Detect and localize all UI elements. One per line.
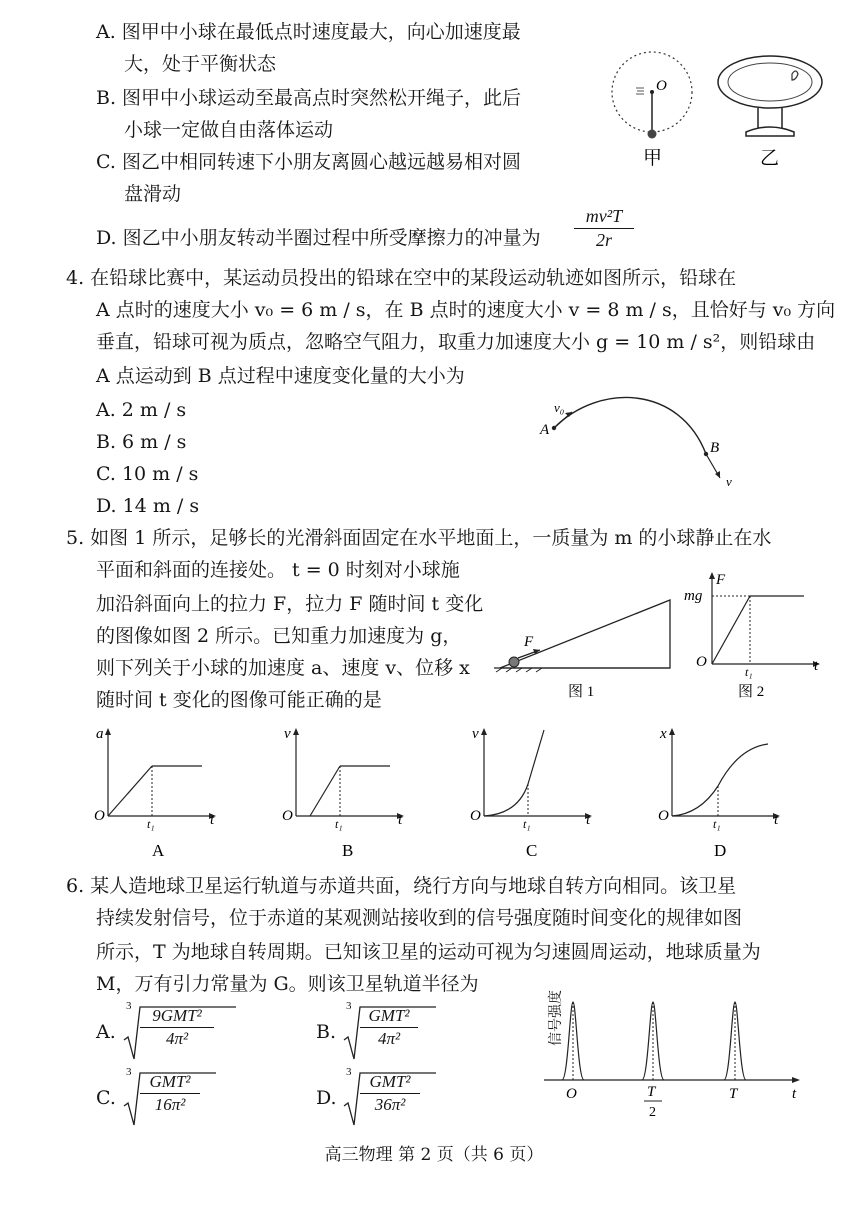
signal-strength-figure — [534, 990, 820, 1128]
t1-label: t₁ — [713, 817, 721, 831]
origin-label: O — [94, 808, 105, 824]
radical-index: 3 — [126, 1066, 132, 1078]
ball — [509, 657, 519, 667]
label-yi: 乙 — [760, 148, 780, 169]
force-ramp — [712, 596, 750, 664]
t1-label: t₁ — [335, 817, 343, 831]
graph-label: D — [714, 841, 727, 860]
q3-option-c: C. 图乙中相同转速下小朋友离圆心越远越易相对圆 — [96, 151, 521, 173]
graph-curve — [672, 744, 768, 816]
child-figure — [792, 71, 798, 80]
label-t-axis: t — [814, 658, 819, 674]
turntable-stand — [746, 108, 794, 136]
q4-stem-line3: 垂直，铅球可视为质点，忽略空气阻力，取重力加速度大小 g = 10 m / s²，则铅球由 — [96, 331, 816, 353]
graph-curve — [484, 730, 544, 816]
q6-stem-line4: M，万有引力常量为 G。则该卫星轨道半径为 — [96, 973, 479, 995]
figure-yi — [712, 52, 832, 172]
graph-label: A — [152, 841, 165, 860]
ball — [648, 130, 657, 139]
q6-stem-line3: 所示，T 为地球自转周期。已知该卫星的运动可视为匀速圆周运动，地球质量为 — [96, 941, 761, 963]
label-origin: O — [566, 1086, 577, 1102]
option-letter: B. — [316, 1021, 337, 1043]
q6-option-b — [316, 1002, 466, 1066]
q6-option-a — [96, 1002, 246, 1066]
denominator: 16π² — [154, 1095, 186, 1114]
label-mg: mg — [684, 588, 703, 604]
graph-label: C — [526, 841, 538, 860]
label-jia: 甲 — [643, 148, 663, 169]
graph-option-a — [92, 724, 232, 864]
figure-1-incline — [494, 592, 684, 704]
label-half-t-num: T — [647, 1084, 656, 1100]
y-axis-label: v — [472, 726, 479, 742]
arrowhead — [709, 572, 715, 579]
fraction-bar — [140, 1093, 200, 1094]
q5-stem-line3: 加沿斜面向上的拉力 F，拉力 F 随时间 t 变化 — [96, 593, 484, 615]
label-origin: O — [696, 654, 707, 670]
arrowhead — [293, 728, 299, 735]
q3-option-b: B. 图甲中小球运动至最高点时突然松开绳子，此后 — [96, 87, 522, 109]
graph-line — [310, 766, 340, 816]
signal-pulse — [642, 1002, 664, 1080]
figure-2-force-time — [680, 568, 830, 704]
denominator: 36π² — [374, 1095, 406, 1114]
numerator: GMT² — [149, 1072, 191, 1091]
q6-option-d — [316, 1068, 466, 1132]
q4-stem-line2: A 点时的速度大小 v₀ = 6 m / s，在 B 点时的速度大小 v = 8 m / s，且恰好与 v₀ 方向 — [96, 299, 836, 321]
graph-option-c — [468, 724, 608, 864]
radical-index: 3 — [126, 1000, 132, 1012]
label-v: v — [726, 474, 732, 489]
pivot-point — [650, 90, 654, 94]
q4-stem-line4: A 点运动到 B 点过程中速度变化量的大小为 — [96, 365, 465, 387]
q4-stem-line1: 4. 在铅球比赛中，某运动员投出的铅球在空中的某段运动轨迹如图所示，铅球在 — [66, 267, 737, 289]
q4-option-a: A. 2 m / s — [96, 399, 187, 421]
radical-sign — [122, 1006, 142, 1062]
origin-label: O — [470, 808, 481, 824]
signal-pulse — [724, 1002, 746, 1080]
q3-option-d: D. 图乙中小朋友转动半圈过程中所受摩擦力的冲量为 — [96, 227, 541, 249]
numerator: GMT² — [368, 1006, 410, 1025]
x-axis-label: t — [586, 812, 591, 828]
t1-label: t₁ — [523, 817, 531, 831]
label-f: F — [524, 634, 534, 650]
x-axis-label: t — [398, 812, 403, 828]
trajectory-figure — [530, 390, 750, 500]
option-letter: C. — [96, 1087, 116, 1109]
signal-pulse — [562, 1002, 584, 1080]
fraction-bar — [140, 1027, 214, 1028]
radical-sign — [342, 1072, 362, 1128]
q5-stem-line1: 5. 如图 1 所示，足够长的光滑斜面固定在水平地面上，一质量为 m 的小球静止在水 — [66, 527, 772, 549]
page-footer: 高三物理 第 2 页（共 6 页） — [324, 1145, 544, 1165]
radicand-fraction — [140, 1072, 200, 1115]
trajectory-curve — [554, 398, 706, 454]
q5-stem-line4: 的图像如图 2 所示。已知重力加速度为 g， — [96, 625, 462, 647]
q3-d-denominator: 2r — [595, 230, 612, 250]
point-a — [552, 426, 556, 430]
label-b: B — [710, 440, 720, 456]
point-b — [704, 452, 708, 456]
turntable-inner — [728, 63, 812, 101]
radicand-fraction — [140, 1006, 214, 1049]
caption-figure-2: 图 2 — [738, 684, 765, 700]
label-t-axis: t — [792, 1086, 797, 1102]
y-axis-label: x — [660, 726, 667, 742]
arrowhead — [669, 728, 675, 735]
q6-stem-line1: 6. 某人造地球卫星运行轨道与赤道共面，绕行方向与地球自转方向相同。该卫星 — [66, 875, 737, 897]
turntable-outer — [718, 56, 822, 108]
graph-line — [108, 766, 152, 816]
x-axis-label: t — [210, 812, 215, 828]
t1-label: t₁ — [147, 817, 155, 831]
fraction-bar — [574, 228, 634, 229]
arrowhead — [715, 471, 720, 478]
graph-option-b — [280, 724, 420, 864]
q5-stem-line2: 平面和斜面的连接处。 t = 0 时刻对小球施 — [96, 559, 460, 581]
q4-option-d: D. 14 m / s — [96, 495, 200, 517]
option-letter: D. — [316, 1087, 337, 1109]
signal-ylabel: 信号强度 — [548, 990, 564, 1046]
q3-option-d-fraction — [574, 206, 634, 251]
label-a: A — [540, 422, 550, 438]
q3-option-b-cont: 小球一定做自由落体运动 — [124, 119, 334, 141]
q6-stem-line2: 持续发射信号，位于赤道的某观测站接收到的信号强度随时间变化的规律如图 — [96, 907, 743, 929]
q4-option-c: C. 10 m / s — [96, 463, 199, 485]
q3-option-a: A. 图甲中小球在最低点时速度最大，向心加速度最 — [96, 21, 521, 43]
origin-label: O — [282, 808, 293, 824]
q6-option-c — [96, 1068, 246, 1132]
arrowhead — [792, 1077, 800, 1083]
graph-option-d — [656, 724, 796, 864]
q5-stem-line5: 则下列关于小球的加速度 a、速度 v、位移 x — [96, 657, 470, 679]
x-axis-label: t — [774, 812, 779, 828]
radical-sign — [342, 1006, 362, 1062]
caption-figure-1: 图 1 — [568, 684, 595, 700]
label-f-axis: F — [716, 572, 726, 588]
graph-label: B — [342, 841, 354, 860]
label-half-t-den: 2 — [649, 1105, 656, 1120]
q3-option-c-cont: 盘滑动 — [124, 183, 182, 205]
y-axis-label: v — [284, 726, 291, 742]
figure-jia — [606, 50, 706, 190]
y-axis-label: a — [96, 726, 104, 742]
radical-index: 3 — [346, 1066, 352, 1078]
radical-index: 3 — [346, 1000, 352, 1012]
q5-stem-line6: 随时间 t 变化的图像可能正确的是 — [96, 689, 382, 711]
q3-d-numerator: mv²T — [585, 206, 623, 226]
arrowhead — [481, 728, 487, 735]
denominator: 4π² — [377, 1029, 401, 1048]
denominator: 4π² — [165, 1029, 189, 1048]
fixed-support — [636, 88, 644, 94]
radicand-fraction — [360, 1006, 418, 1049]
label-t-period: T — [729, 1086, 738, 1102]
q3-option-a-cont: 大，处于平衡状态 — [124, 53, 277, 75]
radicand-fraction — [360, 1072, 420, 1115]
fraction-bar — [360, 1027, 418, 1028]
label-v0: v₀ — [554, 400, 565, 415]
q4-option-b: B. 6 m / s — [96, 431, 187, 453]
label-t1: t₁ — [745, 665, 753, 679]
arrowhead — [105, 728, 111, 735]
numerator: GMT² — [369, 1072, 411, 1091]
origin-label: O — [658, 808, 669, 824]
option-letter: A. — [96, 1021, 116, 1043]
radical-sign — [122, 1072, 142, 1128]
fraction-bar — [360, 1093, 420, 1094]
numerator: 9GMT² — [152, 1006, 202, 1025]
label-o: O — [656, 78, 667, 94]
